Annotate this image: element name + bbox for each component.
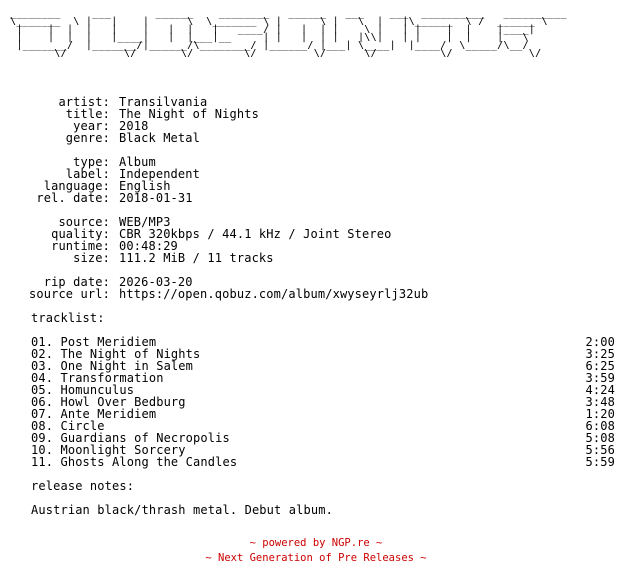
track-duration: 2:00 (585, 335, 615, 349)
info-row-size (0, 252, 632, 264)
info-key: type: (73, 155, 110, 169)
info-value: Transilvania (119, 95, 208, 109)
info-key: label: (65, 167, 110, 181)
info-key: size: (73, 251, 110, 265)
tracklist-heading: tracklist: (31, 311, 105, 325)
track-title: 06. Howl Over Bedburg (31, 395, 186, 409)
track-row (31, 408, 615, 420)
info-value: 111.2 MiB / 11 tracks (119, 251, 274, 265)
info-key: artist: (58, 95, 110, 109)
release-notes-text: Austrian black/thrash metal. Debut album. (31, 503, 333, 517)
info-key: runtime: (51, 239, 110, 253)
info-value: 2018-01-31 (119, 191, 193, 205)
info-value: Independent (119, 167, 201, 181)
info-key: language: (43, 179, 110, 193)
info-key: rel. date: (36, 191, 110, 205)
release-notes-heading: release notes: (31, 479, 135, 493)
footer-tagline: ~ Next Generation of Pre Releases ~ (205, 552, 427, 564)
track-duration: 1:20 (585, 407, 615, 421)
track-duration: 4:24 (585, 383, 615, 397)
info-value: Album (119, 155, 156, 169)
track-duration: 3:59 (585, 371, 615, 385)
track-duration: 3:25 (585, 347, 615, 361)
track-title: 03. One Night in Salem (31, 359, 194, 373)
footer-powered-by: ~ powered by NGP.re ~ (249, 537, 383, 549)
info-value: CBR 320kbps / 44.1 kHz / Joint Stereo (119, 227, 392, 241)
track-duration: 6:25 (585, 359, 615, 373)
info-key: source: (58, 215, 110, 229)
info-row-source-url (0, 288, 632, 300)
track-title: 05. Homunculus (31, 383, 135, 397)
info-value: Black Metal (119, 131, 201, 145)
info-key: year: (73, 119, 110, 133)
info-value: English (119, 179, 171, 193)
info-key: genre: (65, 131, 110, 145)
track-title: 08. Circle (31, 419, 105, 433)
info-value: 00:48:29 (119, 239, 178, 253)
info-row-release-date (0, 192, 632, 204)
track-duration: 3:48 (585, 395, 615, 409)
track-duration: 5:56 (585, 443, 615, 457)
track-title: 02. The Night of Nights (31, 347, 201, 361)
info-value: 2018 (119, 119, 149, 133)
track-duration: 5:59 (585, 455, 615, 469)
track-title: 07. Ante Meridiem (31, 407, 157, 421)
track-title: 01. Post Meridiem (31, 335, 157, 349)
ascii-art-banner: ________ ___ ______ ________ ______ ___ ___ __________ __________ \_______ \ | | | \ \_______ \ | \ | \ | |\______ \ / ______ \ | | | | | | | | | ____/ | | | | \ | | | | | |____| | | | | |____| | |___|__ | | | | | |\\| | | | | | \ |_______/ |_______/|______/\________/ |______/ |___| \____| |____/ \_____/\__/ \/ \/ \/ \/ \/ \/ \/ \/ (10, 8, 567, 59)
info-key: rip date: (43, 275, 110, 289)
info-value: WEB/MP3 (119, 215, 171, 229)
info-key: source url: (28, 287, 110, 301)
source-url-link[interactable]: https://open.qobuz.com/album/xwyseyrlj32ub (119, 287, 429, 301)
info-key: title: (65, 107, 110, 121)
info-value: The Night of Nights (119, 107, 259, 121)
track-row (31, 456, 615, 468)
track-duration: 6:08 (585, 419, 615, 433)
info-value: 2026-03-20 (119, 275, 193, 289)
info-row-genre (0, 132, 632, 144)
track-title: 04. Transformation (31, 371, 164, 385)
track-title: 11. Ghosts Along the Candles (31, 455, 238, 469)
track-title: 09. Guardians of Necropolis (31, 431, 230, 445)
track-duration: 5:08 (585, 431, 615, 445)
track-title: 10. Moonlight Sorcery (31, 443, 186, 457)
info-key: quality: (51, 227, 110, 241)
